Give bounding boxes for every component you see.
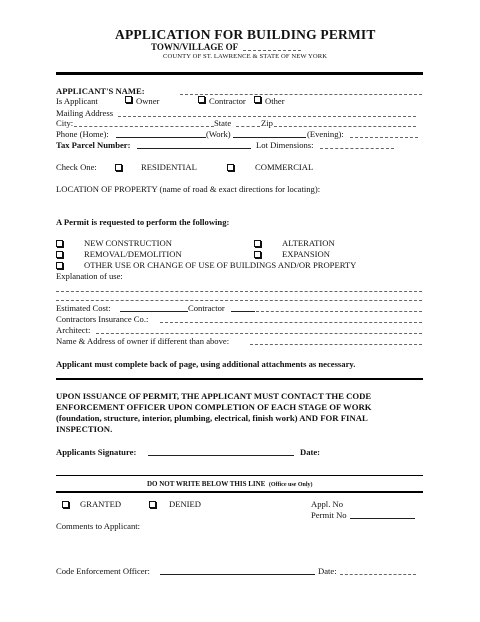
other-option[interactable]	[254, 96, 285, 106]
signature-date-label: Date:	[300, 447, 321, 457]
contractor-field-solid[interactable]	[231, 311, 255, 312]
permit-no-field[interactable]	[350, 518, 415, 519]
explanation-line-1[interactable]	[56, 291, 422, 292]
checkbox-icon[interactable]	[125, 96, 132, 103]
officer-date-label: Date:	[318, 566, 337, 576]
alteration-checkbox-icon[interactable]	[254, 240, 261, 247]
signature-field[interactable]	[148, 455, 294, 456]
new-construction-checkbox-icon[interactable]	[56, 240, 63, 247]
owner-option[interactable]	[125, 96, 159, 106]
header-rule	[56, 72, 423, 75]
insurance-label: Contractors Insurance Co.:	[56, 314, 149, 324]
residential-checkbox-icon[interactable]	[115, 164, 122, 171]
removal-label: REMOVAL/DEMOLITION	[84, 249, 182, 259]
phone-evening-field[interactable]	[350, 137, 418, 138]
other-use-checkbox-icon[interactable]	[56, 262, 63, 269]
alteration-label: ALTERATION	[282, 238, 335, 248]
city-label: City:	[56, 118, 74, 128]
check-one-label: Check One:	[56, 162, 97, 172]
location-label: LOCATION OF PROPERTY (name of road & exact directions for locating):	[56, 184, 321, 194]
section-rule	[56, 378, 423, 380]
other-use-label: OTHER USE OR CHANGE OF USE OF BUILDINGS AND/OR PROPERTY	[84, 260, 357, 270]
mailing-address-label: Mailing Address	[56, 108, 114, 118]
phone-evening-label: (Evening):	[307, 129, 344, 139]
checkbox-icon[interactable]	[254, 96, 261, 103]
applicant-name-field[interactable]	[180, 94, 422, 95]
lot-dimensions-field[interactable]	[320, 148, 394, 149]
is-applicant-label: Is Applicant	[56, 96, 98, 106]
permit-heading: A Permit is requested to perform the following:	[56, 217, 230, 227]
other-label: Other	[265, 96, 285, 106]
zip-label: Zip	[261, 118, 273, 128]
tax-parcel-field[interactable]	[137, 148, 251, 149]
notice-line-3: (foundation, structure, interior, plumbing, electrical, finish work) AND FOR FINAL	[56, 413, 368, 423]
county-subtitle: COUNTY OF ST. LAWRENCE & STATE OF NEW YORK	[163, 53, 328, 60]
back-page-note: Applicant must complete back of page, using additional attachments as necessary.	[56, 359, 356, 369]
residential-label: RESIDENTIAL	[141, 162, 197, 172]
town-field[interactable]	[243, 50, 301, 51]
phone-home-label: Phone (Home):	[56, 129, 109, 139]
contractor-label: Contractor	[188, 303, 225, 313]
office-banner	[147, 480, 313, 488]
owner-label: Owner	[136, 96, 160, 106]
granted-label: GRANTED	[80, 499, 122, 509]
appl-no-label: Appl. No	[311, 499, 343, 509]
office-banner-text: DO NOT WRITE BELOW THIS LINE	[147, 480, 266, 488]
new-construction-label: NEW CONSTRUCTION	[84, 238, 172, 248]
applicant-name-label: APPLICANT'S NAME:	[56, 86, 145, 96]
phone-home-field[interactable]	[116, 137, 206, 138]
office-banner-note: (Office use Only)	[268, 482, 313, 488]
architect-label: Architect:	[56, 325, 91, 335]
insurance-field[interactable]	[160, 322, 422, 323]
commercial-checkbox-icon[interactable]	[227, 164, 234, 171]
estimated-cost-field[interactable]	[120, 311, 188, 312]
page-title: APPLICATION FOR BUILDING PERMIT	[115, 27, 376, 42]
officer-date-field[interactable]	[340, 574, 416, 575]
explanation-line-2[interactable]	[56, 300, 422, 301]
signature-label: Applicants Signature:	[56, 447, 137, 457]
owner-name-field[interactable]	[250, 344, 422, 345]
city-field[interactable]	[74, 126, 214, 127]
removal-checkbox-icon[interactable]	[56, 251, 63, 258]
phone-work-label: (Work)	[206, 129, 231, 139]
notice-line-4: INSPECTION.	[56, 424, 113, 434]
estimated-cost-label: Estimated Cost:	[56, 303, 111, 313]
mailing-address-field[interactable]	[118, 116, 416, 117]
contractor-option[interactable]	[198, 96, 246, 106]
contractor-label: Contractor	[209, 96, 246, 106]
tax-parcel-label: Tax Parcel Number:	[56, 140, 131, 150]
denied-label: DENIED	[169, 499, 201, 509]
phone-work-field[interactable]	[233, 137, 306, 138]
checkbox-icon[interactable]	[198, 96, 205, 103]
zip-field[interactable]	[274, 126, 416, 127]
town-label: TOWN/VILLAGE OF	[151, 42, 239, 52]
expansion-label: EXPANSION	[282, 249, 330, 259]
architect-field[interactable]	[96, 333, 422, 334]
explanation-label: Explanation of use:	[56, 271, 123, 281]
granted-checkbox-icon[interactable]	[62, 501, 69, 508]
expansion-checkbox-icon[interactable]	[254, 251, 261, 258]
owner-name-label: Name & Address of owner if different than above:	[56, 336, 230, 346]
notice-line-2: ENFORCEMENT OFFICER UPON COMPLETION OF EACH STAGE OF WORK	[56, 402, 372, 412]
state-label: State	[214, 118, 232, 128]
denied-checkbox-icon[interactable]	[149, 501, 156, 508]
office-bottom-rule	[56, 491, 423, 493]
permit-no-label: Permit No	[311, 510, 347, 520]
officer-label: Code Enforcement Officer:	[56, 566, 150, 576]
contractor-field[interactable]	[256, 311, 422, 312]
office-top-rule	[56, 475, 423, 476]
commercial-label: COMMERCIAL	[255, 162, 314, 172]
officer-field[interactable]	[160, 574, 315, 575]
state-field[interactable]	[236, 126, 260, 127]
notice-line-1: UPON ISSUANCE OF PERMIT, THE APPLICANT MUST CONTACT THE CODE	[56, 391, 372, 401]
comments-label: Comments to Applicant:	[56, 521, 141, 531]
lot-dimensions-label: Lot Dimensions:	[256, 140, 314, 150]
